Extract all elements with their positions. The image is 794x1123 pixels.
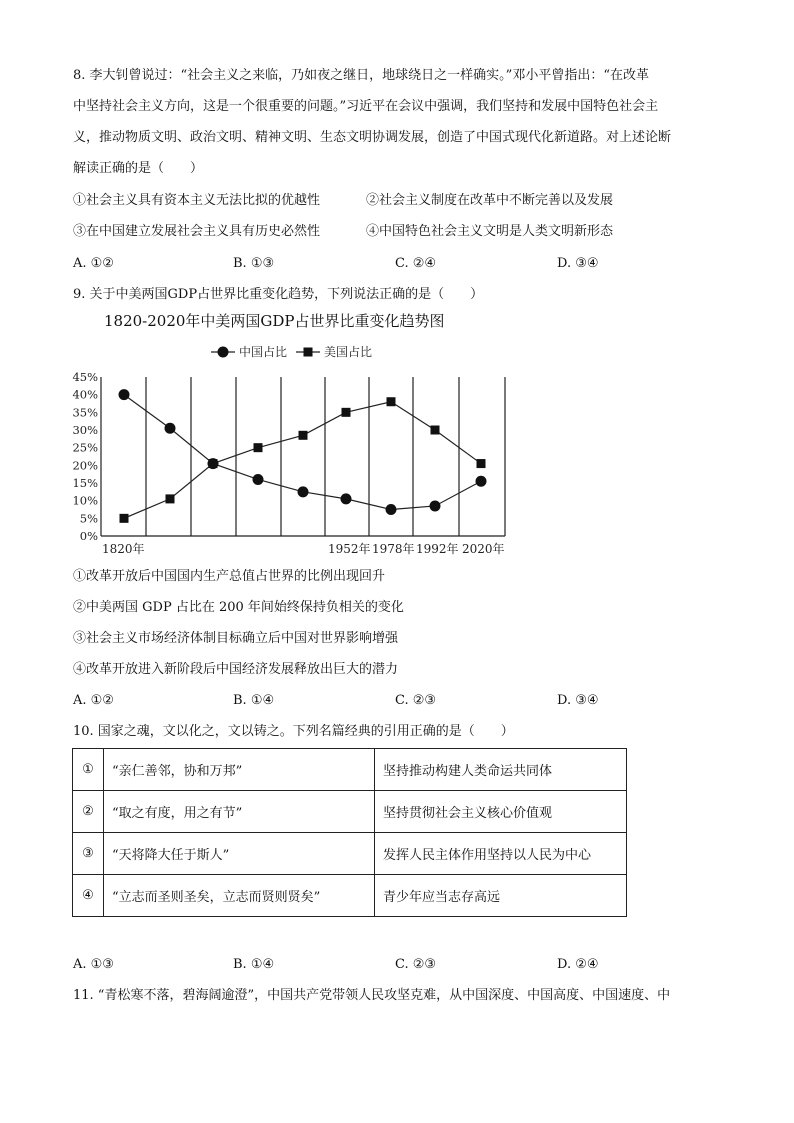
usa-data-point xyxy=(477,459,486,468)
q9-option-d[interactable]: D. ③④ xyxy=(557,693,599,708)
q10-option-a[interactable]: A. ①③ xyxy=(73,957,114,972)
china-data-point xyxy=(386,504,397,515)
y-tick-label: 30% xyxy=(72,423,98,437)
legend-marker-china xyxy=(218,347,229,358)
usa-data-point xyxy=(254,443,263,452)
q9-option-b[interactable]: B. ①④ xyxy=(233,693,275,708)
series-line-usa xyxy=(124,402,481,519)
chart-title: 1820-2020年中美两国GDP占世界比重变化趋势图 xyxy=(104,312,445,330)
table-row xyxy=(73,833,627,875)
china-data-point xyxy=(430,500,441,511)
q8-statement-2: ②社会主义制度在改革中不断完善以及发展 xyxy=(366,193,614,208)
china-data-point xyxy=(165,423,176,434)
y-tick-label: 10% xyxy=(72,493,98,508)
china-data-point xyxy=(476,476,487,487)
y-tick-label: 40% xyxy=(72,387,98,402)
q9-statement-1: ①改革开放后中国国内生产总值占世界的比例出现回升 xyxy=(73,569,386,584)
x-axis-labels xyxy=(102,541,505,556)
quote-cell: “立志而圣则圣矣，立志而贤则贤矣” xyxy=(104,875,375,917)
usa-data-point xyxy=(299,431,308,440)
meaning-cell: 发挥人民主体作用坚持以人民为中心 xyxy=(375,833,627,875)
row-number: ① xyxy=(73,749,104,791)
china-data-point xyxy=(298,486,309,497)
chart-series xyxy=(119,389,487,523)
quote-cell: “亲仁善邻，协和万邦” xyxy=(104,749,375,791)
q9-statement-3: ③社会主义市场经济体制目标确立后中国对世界影响增强 xyxy=(73,631,399,646)
y-tick-label: 15% xyxy=(72,476,98,490)
x-tick-label: 1992年 xyxy=(416,542,459,556)
table-row xyxy=(73,749,627,791)
y-axis-labels xyxy=(72,370,98,543)
x-tick-label: 1952年 xyxy=(328,542,371,556)
legend-marker-usa xyxy=(304,348,313,357)
chart-grid xyxy=(146,377,505,536)
usa-data-point xyxy=(209,459,218,468)
q9-stem: 9. 关于中美两国GDP占世界比重变化趋势，下列说法正确的是（ ） xyxy=(73,287,484,302)
quotes-table xyxy=(72,748,627,917)
q8-statement-3: ③在中国建立发展社会主义具有历史必然性 xyxy=(73,224,321,239)
y-tick-label: 45% xyxy=(72,370,98,384)
q8-option-c[interactable]: C. ②④ xyxy=(395,256,437,271)
china-data-point xyxy=(341,493,352,504)
meaning-cell: 坚持推动构建人类命运共同体 xyxy=(375,749,627,791)
q8-option-d[interactable]: D. ③④ xyxy=(557,256,599,271)
y-tick-label: 25% xyxy=(72,440,98,455)
china-data-point xyxy=(119,389,130,400)
y-tick-label: 0% xyxy=(79,529,98,543)
x-tick-label: 1978年 xyxy=(372,542,415,556)
china-data-point xyxy=(253,474,264,485)
q8-stem-line-1: 8. 李大钊曾说过：“社会主义之来临，乃如夜之继日，地球绕日之一样确实。”邓小平曾指出：“在改革 xyxy=(73,68,649,83)
q10-option-c[interactable]: C. ②③ xyxy=(395,957,437,972)
usa-data-point xyxy=(431,426,440,435)
q8-stem-line-3: 义，推动物质文明、政治文明、精神文明、生态文明协调发展，创造了中国式现代化新道路。对上述论断 xyxy=(73,130,672,145)
chart-legend xyxy=(211,344,372,359)
usa-data-point xyxy=(166,494,175,503)
meaning-cell: 坚持贯彻社会主义核心价值观 xyxy=(375,791,627,833)
table-row xyxy=(73,875,627,917)
y-tick-label: 5% xyxy=(79,511,98,526)
china-data-point xyxy=(208,458,219,469)
q10-option-d[interactable]: D. ②④ xyxy=(557,957,599,972)
q9-option-c[interactable]: C. ②③ xyxy=(395,693,437,708)
q8-stem-line-2: 中坚持社会主义方向，这是一个很重要的问题。”习近平在会议中强调，我们坚持和发展中国特色社会主 xyxy=(73,99,659,114)
usa-data-point xyxy=(342,408,351,417)
row-number: ② xyxy=(73,791,104,833)
q8-option-a[interactable]: A. ①② xyxy=(73,256,114,271)
x-tick-label: 1820年 xyxy=(102,542,145,556)
q8-option-b[interactable]: B. ①③ xyxy=(233,256,275,271)
x-tick-label: 2020年 xyxy=(462,542,505,556)
row-number: ④ xyxy=(73,875,104,917)
q10-stem: 10. 国家之魂，文以化之，文以铸之。下列名篇经典的引用正确的是（ ） xyxy=(73,724,514,739)
y-tick-label: 35% xyxy=(72,405,98,420)
row-number: ③ xyxy=(73,833,104,875)
meaning-cell: 青少年应当志存高远 xyxy=(375,875,627,917)
legend-label-china: 中国占比 xyxy=(239,345,288,359)
quote-cell: “取之有度，用之有节” xyxy=(104,791,375,833)
q9-option-a[interactable]: A. ①② xyxy=(73,693,114,708)
y-tick-label: 20% xyxy=(72,458,98,473)
q9-statement-2: ②中美两国 GDP 占比在 200 年间始终保持负相关的变化 xyxy=(73,600,404,615)
usa-data-point xyxy=(387,397,396,406)
table-row xyxy=(73,791,627,833)
q10-option-b[interactable]: B. ①④ xyxy=(233,957,275,972)
quote-cell: “天将降大任于斯人” xyxy=(104,833,375,875)
q9-statement-4: ④改革开放进入新阶段后中国经济发展释放出巨大的潜力 xyxy=(73,662,399,677)
legend-label-usa: 美国占比 xyxy=(324,345,373,359)
chart-axes xyxy=(101,377,505,536)
usa-data-point xyxy=(120,514,129,523)
series-line-china xyxy=(124,395,481,510)
q8-statement-1: ①社会主义具有资本主义无法比拟的优越性 xyxy=(73,193,321,208)
q8-stem-line-4: 解读正确的是（ ） xyxy=(73,161,204,176)
q8-statement-4: ④中国特色社会主义文明是人类文明新形态 xyxy=(366,224,614,239)
q11-stem: 11. “青松寒不落，碧海阔逾澄”，中国共产党带领人民攻坚克难，从中国深度、中国高度、中国速度、中 xyxy=(73,988,671,1003)
